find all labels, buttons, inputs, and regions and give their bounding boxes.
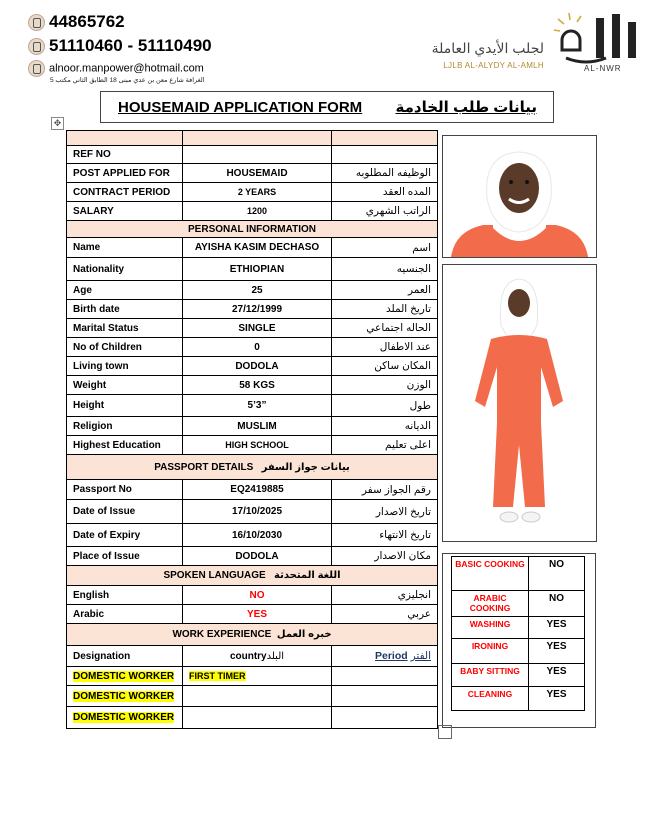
skill-value[interactable]: NO <box>529 557 585 591</box>
designation-header: Designation <box>67 646 183 667</box>
work-designation[interactable]: DOMESTIC WORKER <box>73 712 175 723</box>
skill-name: BABY SITTING <box>452 664 529 687</box>
expiry-label: Date of Expiry <box>67 524 183 547</box>
marital-value[interactable]: SINGLE <box>183 319 332 338</box>
row-post <box>67 164 438 183</box>
post-value[interactable]: HOUSEMAID <box>183 164 332 183</box>
education-value[interactable]: HIGH SCHOOL <box>183 436 332 455</box>
arabic-label: Arabic <box>67 605 183 624</box>
post-arabic: الوظيفه المطلوبه <box>332 164 438 183</box>
children-label: No of Children <box>67 338 183 357</box>
passport-no-arabic: رقم الجواز سفر <box>332 480 438 500</box>
height-value[interactable]: 5’3” <box>183 395 332 417</box>
nationality-label: Nationality <box>67 258 183 281</box>
skill-value[interactable]: YES <box>529 687 585 711</box>
row-issue-date <box>67 500 438 524</box>
marital-label: Marital Status <box>67 319 183 338</box>
issue-date-label: Date of Issue <box>67 500 183 524</box>
work-period[interactable] <box>332 686 438 707</box>
skill-name: IRONING <box>452 639 529 664</box>
work-designation-cell <box>67 686 183 707</box>
skill-row <box>452 639 585 664</box>
row-marital <box>67 319 438 338</box>
title-english: HOUSEMAID APPLICATION FORM <box>118 99 363 116</box>
row-education <box>67 436 438 455</box>
birth-value[interactable]: 27/12/1999 <box>183 300 332 319</box>
work-designation[interactable]: DOMESTIC WORKER <box>73 670 175 682</box>
arabic-value[interactable]: YES <box>183 605 332 624</box>
table-move-handle-icon[interactable]: ✥ <box>51 117 64 130</box>
contract-value[interactable]: 2 YEARS <box>183 183 332 202</box>
name-value[interactable]: AYISHA KASIM DECHASO <box>183 238 332 258</box>
name-arabic: اسم <box>332 238 438 258</box>
work-header-row <box>67 624 438 646</box>
issue-place-value[interactable]: DODOLA <box>183 547 332 566</box>
passport-header-ar: بيانات جواز السفر <box>261 461 350 473</box>
work-country[interactable] <box>183 707 332 729</box>
children-arabic: عند الاطفال <box>332 338 438 357</box>
salary-arabic: الراتب الشهري <box>332 202 438 221</box>
logo-arabic-text: لجلب الأيدي العاملة <box>431 40 544 56</box>
phone-icon <box>28 14 45 31</box>
issue-date-value[interactable]: 17/10/2025 <box>183 500 332 524</box>
post-label: POST APPLIED FOR <box>67 164 183 183</box>
issue-place-label: Place of Issue <box>67 547 183 566</box>
religion-value[interactable]: MUSLIM <box>183 417 332 436</box>
skill-name: WASHING <box>452 617 529 639</box>
work-designation[interactable]: DOMESTIC WORKER <box>73 690 175 702</box>
personal-header-row <box>67 221 438 238</box>
skills-panel <box>442 553 596 728</box>
headshot-image <box>443 136 596 257</box>
logo-brand-text: AL-NWR <box>584 64 622 73</box>
row-salary <box>67 202 438 221</box>
skill-row <box>452 664 585 687</box>
row-weight <box>67 376 438 395</box>
name-label: Name <box>67 238 183 258</box>
work-designation-cell <box>67 707 183 729</box>
contract-label: CONTRACT PERIOD <box>67 183 183 202</box>
language-header-row <box>67 566 438 586</box>
form-title <box>100 91 554 123</box>
row-height <box>67 395 438 417</box>
weight-label: Weight <box>67 376 183 395</box>
weight-arabic: الوزن <box>332 376 438 395</box>
address: الغرافة شارع معن بن عدي مبنى 18 الطابق الثاني مكتب 5 <box>50 77 205 84</box>
work-designation-cell <box>67 667 183 686</box>
height-label: Height <box>67 395 183 417</box>
company-logo <box>414 10 646 80</box>
phone-1 <box>28 12 125 32</box>
issue-place-arabic: مكان الاصدار <box>332 547 438 566</box>
work-row <box>67 667 438 686</box>
height-arabic: طول <box>332 395 438 417</box>
children-value[interactable]: 0 <box>183 338 332 357</box>
row-children <box>67 338 438 357</box>
education-label: Highest Education <box>67 436 183 455</box>
headshot-photo <box>442 135 597 258</box>
period-header-en: Period <box>375 650 408 662</box>
row-issue-place <box>67 547 438 566</box>
skill-value[interactable]: YES <box>529 617 585 639</box>
country-header-ar: البلد <box>266 650 285 662</box>
logo-english-text: LJLB AL-ALYDY AL-AMLH <box>443 61 544 70</box>
town-label: Living town <box>67 357 183 376</box>
skill-row <box>452 617 585 639</box>
row-name <box>67 238 438 258</box>
full-body-image <box>443 265 596 541</box>
ref-label: REF NO <box>67 146 183 164</box>
resize-handle[interactable] <box>438 725 452 739</box>
skills-table <box>451 556 585 711</box>
row-birth <box>67 300 438 319</box>
language-header-en: SPOKEN LANGUAGE <box>163 570 266 581</box>
work-row <box>67 686 438 707</box>
country-header <box>183 646 332 667</box>
application-table <box>66 130 438 729</box>
work-period[interactable] <box>332 707 438 729</box>
work-period[interactable] <box>332 667 438 686</box>
row-expiry <box>67 524 438 547</box>
work-header <box>67 624 438 646</box>
skill-row <box>452 557 585 591</box>
work-country-cell <box>183 667 332 686</box>
expiry-value[interactable]: 16/10/2030 <box>183 524 332 547</box>
skill-value[interactable]: NO <box>529 591 585 617</box>
contract-arabic: المده العقد <box>332 183 438 202</box>
skill-value[interactable]: YES <box>529 664 585 687</box>
ref-arabic <box>332 146 438 164</box>
salary-value[interactable]: 1200 <box>183 202 332 221</box>
english-label: English <box>67 586 183 605</box>
work-header-ar: خبره العمل <box>276 629 332 640</box>
work-row <box>67 707 438 729</box>
marital-arabic: الحاله اجتماعي <box>332 319 438 338</box>
row-town <box>67 357 438 376</box>
period-header <box>332 646 438 667</box>
table-top-row <box>67 131 438 146</box>
skill-name: CLEANING <box>452 687 529 711</box>
language-header-ar: اللغة المتحدثة <box>274 570 341 581</box>
skill-row <box>452 687 585 711</box>
nationality-value[interactable]: ETHIOPIAN <box>183 258 332 281</box>
age-label: Age <box>67 281 183 300</box>
passport-no-value[interactable]: EQ2419885 <box>183 480 332 500</box>
age-value[interactable]: 25 <box>183 281 332 300</box>
full-body-photo <box>442 264 597 542</box>
work-country[interactable]: FIRST TIMER <box>189 671 246 681</box>
row-passport-no <box>67 480 438 500</box>
passport-no-label: Passport No <box>67 480 183 500</box>
skill-name: ARABIC COOKING <box>452 591 529 617</box>
phone-1-text: 44865762 <box>49 12 125 31</box>
email <box>28 60 204 77</box>
skill-value[interactable]: YES <box>529 639 585 664</box>
age-arabic: العمر <box>332 281 438 300</box>
row-nationality <box>67 258 438 281</box>
passport-header-row <box>67 455 438 480</box>
work-header-en: WORK EXPERIENCE <box>172 629 272 640</box>
english-value[interactable]: NO <box>183 586 332 605</box>
skill-name: BASIC COOKING <box>452 557 529 591</box>
town-arabic: المكان ساكن <box>332 357 438 376</box>
phone-2 <box>28 36 212 56</box>
period-header-ar: الفتر <box>410 650 431 662</box>
row-english <box>67 586 438 605</box>
work-columns-row <box>67 646 438 667</box>
phone-2-text: 51110460 - 51110490 <box>49 36 212 55</box>
education-arabic: اعلى تعليم <box>332 436 438 455</box>
ref-value[interactable] <box>183 146 332 164</box>
mobile-icon <box>28 38 45 55</box>
email-text: alnoor.manpower@hotmail.com <box>49 62 204 75</box>
religion-arabic: الديانه <box>332 417 438 436</box>
town-value[interactable]: DODOLA <box>183 357 332 376</box>
work-country[interactable] <box>183 686 332 707</box>
expiry-arabic: تاريخ الانتهاء <box>332 524 438 547</box>
birth-label: Birth date <box>67 300 183 319</box>
issue-date-arabic: تاريخ الاصدار <box>332 500 438 524</box>
skill-row <box>452 591 585 617</box>
country-header-en: country <box>229 650 267 662</box>
birth-arabic: تاريخ الملد <box>332 300 438 319</box>
language-header <box>67 566 438 586</box>
email-icon <box>28 60 45 77</box>
arabic-arabic: عربي <box>332 605 438 624</box>
row-religion <box>67 417 438 436</box>
row-age <box>67 281 438 300</box>
salary-label: SALARY <box>67 202 183 221</box>
row-ref <box>67 146 438 164</box>
logo-mark-icon <box>552 10 646 66</box>
personal-header: PERSONAL INFORMATION <box>67 221 438 238</box>
english-arabic: انجليزي <box>332 586 438 605</box>
religion-label: Religion <box>67 417 183 436</box>
title-arabic: بيانات طلب الخادمة <box>395 99 537 116</box>
row-contract <box>67 183 438 202</box>
passport-header-en: PASSPORT DETAILS <box>154 461 254 473</box>
nationality-arabic: الجنسيه <box>332 258 438 281</box>
weight-value[interactable]: 58 KGS <box>183 376 332 395</box>
passport-header <box>67 455 438 480</box>
row-arabic <box>67 605 438 624</box>
